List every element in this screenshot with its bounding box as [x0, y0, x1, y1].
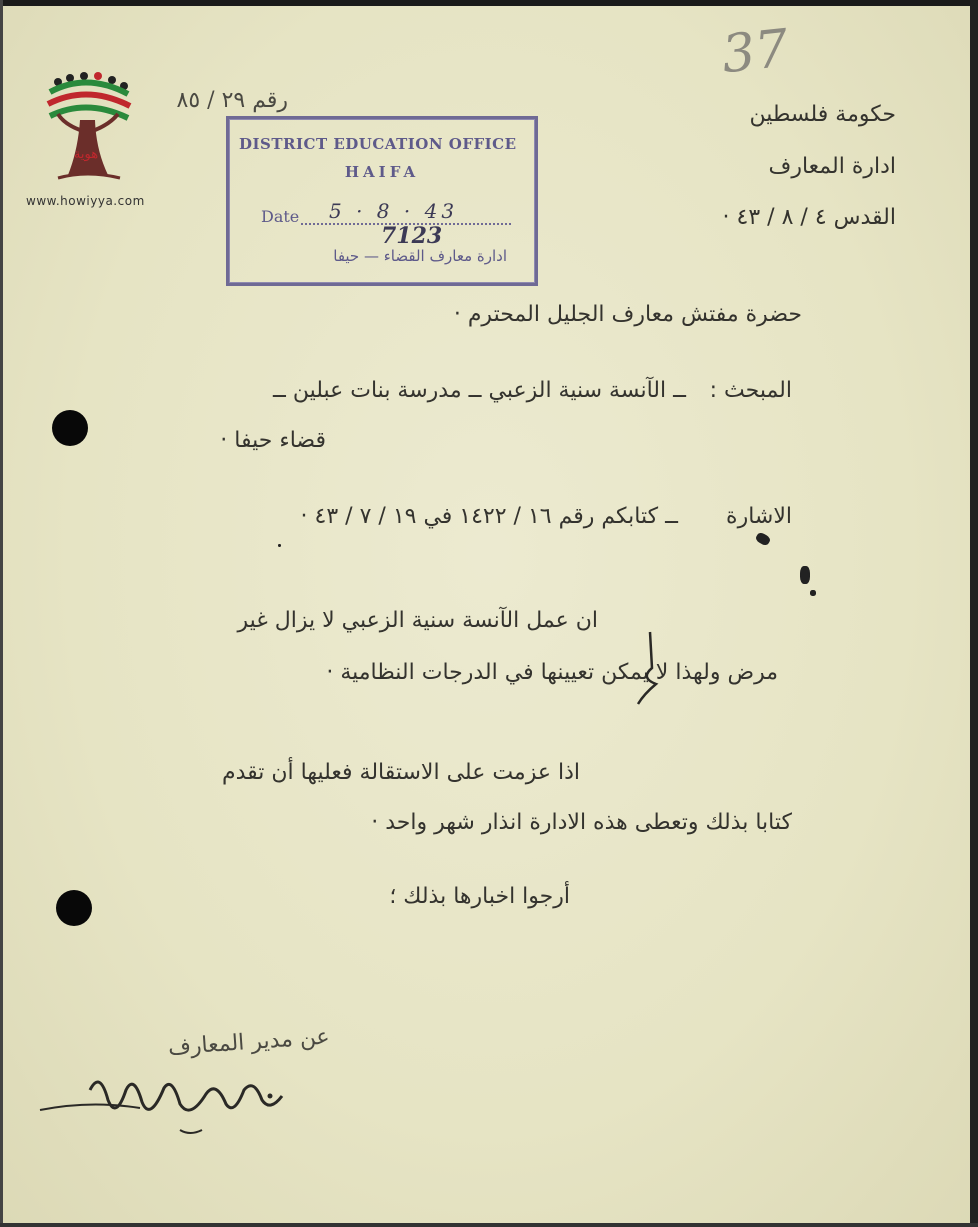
tree-icon: [58, 114, 120, 178]
stamp-date-value: 5 · 8 · 43: [329, 199, 459, 223]
ink-speck: [800, 566, 810, 584]
logo-wordmark: هوية: [73, 147, 99, 162]
subject-label: المبحث :: [709, 378, 792, 403]
place-date: القدس ٤ / ٨ / ٤٣ ·: [722, 205, 896, 230]
scan-border-left: [0, 0, 3, 1227]
archive-number: 37: [719, 18, 792, 86]
punch-hole-bottom: [56, 890, 92, 926]
district-office-stamp: [226, 116, 538, 286]
scan-border-top: [0, 0, 978, 6]
stamp-number: 7123: [381, 223, 443, 249]
signature: [30, 1050, 330, 1150]
government-heading: حكومة فلسطين: [749, 102, 896, 127]
scan-border-bottom: [0, 1223, 978, 1227]
subject-line-1: ــ الآنسة سنية الزعبي ــ مدرسة بنات عبلين ــ: [272, 378, 686, 403]
howiyya-logo: [40, 70, 135, 190]
reference-label: الاشارة: [726, 504, 792, 529]
department-heading: ادارة المعارف: [768, 154, 896, 179]
body-line-3: اذا عزمت على الاستقالة فعليها أن تقدم: [221, 760, 580, 785]
logo-url: www.howiyya.com: [26, 194, 145, 208]
reference-number: رقم ٢٩ / ٨٥: [176, 88, 288, 113]
body-line-5: أرجوا اخبارها بذلك ؛: [389, 884, 570, 909]
ink-speck: [278, 544, 281, 547]
addressee: حضرة مفتش معارف الجليل المحترم ·: [453, 302, 802, 327]
body-line-4: كتابا بذلك وتعطى هذه الادارة انذار شهر واحد ·: [371, 810, 792, 835]
stamp-arabic-text: ادارة معارف القضاء — حيفا: [333, 247, 507, 265]
stamp-city: HAIFA: [344, 163, 420, 181]
body-line-2: مرض ولهذا لا يمكن تعيينها في الدرجات النظامية ·: [326, 660, 778, 685]
body-line-1: ان عمل الآنسة سنية الزعبي لا يزال غير: [237, 608, 598, 633]
closing-line: عن مدير المعارف: [167, 1024, 331, 1061]
people-icon: [48, 72, 130, 118]
handwritten-correction: [630, 628, 670, 708]
ink-speck: [810, 590, 816, 596]
punch-hole-top: [52, 410, 88, 446]
reference-text: ــ كتابكم رقم ١٦ / ١٤٢٢ في ١٩ / ٧ / ٤٣ ·: [300, 504, 678, 529]
subject-line-2: قضاء حيفا ·: [220, 428, 326, 453]
stamp-date-label: Date: [261, 207, 300, 226]
stamp-office: DISTRICT EDUCATION OFFICE: [239, 135, 517, 153]
scan-border-right: [970, 0, 978, 1227]
